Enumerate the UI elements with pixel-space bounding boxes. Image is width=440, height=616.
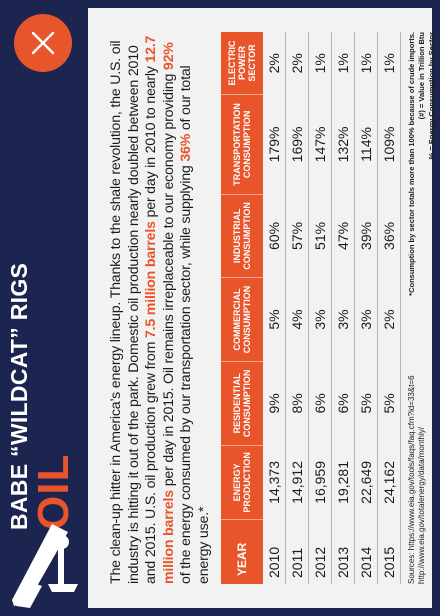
cell-residential: 8% [286, 362, 309, 446]
cell-transportation: 109% [378, 94, 401, 194]
cell-production: 16,959 [309, 445, 332, 519]
highlight-2015-barrels: 12.7 million barrels [143, 35, 177, 584]
header-electric-power: ELECTRIC POWER SECTOR [221, 32, 263, 94]
table-header-row [221, 32, 263, 584]
cell-commercial: 3% [355, 277, 378, 361]
cell-production: 14,912 [286, 445, 309, 519]
cell-residential: 5% [355, 362, 378, 446]
highlight-transport-share: 92% [160, 42, 177, 71]
table-row [332, 32, 355, 584]
oil-data-table [221, 32, 401, 584]
table-row [263, 32, 286, 584]
cell-transportation: 147% [309, 94, 332, 194]
cell-electric: 2% [286, 32, 309, 94]
legend-notes [407, 32, 437, 296]
cell-residential: 6% [332, 362, 355, 446]
cell-industrial: 36% [378, 194, 401, 277]
cell-electric: 1% [309, 32, 332, 94]
cell-commercial: 2% [378, 277, 401, 361]
info-card [88, 8, 436, 608]
note-imports: *Consumption by sector totals more than 100% because of crude imports. [407, 32, 416, 296]
cell-transportation: 132% [332, 94, 355, 194]
cell-production: 24,162 [378, 445, 401, 519]
cell-commercial: 3% [332, 277, 355, 361]
cell-production: 22,649 [355, 445, 378, 519]
oil-pump-jack-icon [8, 522, 80, 610]
cell-commercial: 5% [263, 277, 286, 361]
page-subtitle: OIL [29, 453, 78, 530]
header-transportation: TRANSPORTATION CONSUMPTION [221, 94, 263, 194]
cell-commercial: 3% [309, 277, 332, 361]
header-year: YEAR [221, 520, 263, 585]
cell-industrial: 57% [286, 194, 309, 277]
cell-year: 2012 [309, 520, 332, 585]
note-btu: (#) = Value in Trillion Btu [417, 32, 426, 120]
table-row [355, 32, 378, 584]
close-button[interactable] [14, 14, 72, 72]
cell-transportation: 169% [286, 94, 309, 194]
cell-transportation: 114% [355, 94, 378, 194]
cell-production: 14,373 [263, 445, 286, 519]
title-block [6, 230, 86, 530]
cell-year: 2011 [286, 520, 309, 585]
header-commercial: COMMERCIAL CONSUMPTION [221, 277, 263, 361]
source-link-2[interactable]: http://www.eia.gov/totalenergy/data/monthly/ [417, 427, 426, 584]
cell-electric: 2% [263, 32, 286, 94]
header-industrial: INDUSTRIAL CONSUMPTION [221, 194, 263, 277]
cell-residential: 5% [378, 362, 401, 446]
table-row [378, 32, 401, 584]
highlight-total-share: 36% [178, 133, 194, 162]
cell-year: 2015 [378, 520, 401, 585]
cell-residential: 6% [309, 362, 332, 446]
footnotes [407, 32, 437, 584]
cell-electric: 1% [378, 32, 401, 94]
cell-commercial: 4% [286, 277, 309, 361]
header-residential: RESIDENTIAL CONSUMPTION [221, 362, 263, 446]
header-energy-production: ENERGY PRODUCTION [221, 445, 263, 519]
cell-year: 2013 [332, 520, 355, 585]
cell-industrial: 51% [309, 194, 332, 277]
cell-electric: 1% [355, 32, 378, 94]
cell-industrial: 47% [332, 194, 355, 277]
page-title: BABE “WILDCAT” RIGS [6, 262, 32, 530]
cell-transportation: 179% [263, 94, 286, 194]
note-percent: % = Energy Consumption by Sector [427, 32, 436, 160]
intro-paragraph: The clean-up hitter in America’s energy lineup. Thanks to the shale revolution, the U.S. oil industry is hitting it out of the park. Domestic oil production nearly doubled between 2010 and 2015. U.S. oil production grew from 7.5 million barrels per day in 2010 to nearly 12.7 million barrels per day in 2015. Oil remains irreplaceable to our economy providing 92% of the energy consumed by our transportation sector, while supplying 36% of our total energy use.* [108, 35, 212, 584]
cell-industrial: 39% [355, 194, 378, 277]
source-link-1[interactable]: Sources: https://www.eia.gov/tools/faqs/faq.cfm?id=33&t=6 [407, 375, 416, 584]
table-row [309, 32, 332, 584]
cell-residential: 9% [263, 362, 286, 446]
table-row [286, 32, 309, 584]
cell-industrial: 60% [263, 194, 286, 277]
cell-year: 2010 [263, 520, 286, 585]
close-icon [30, 30, 56, 56]
cell-production: 19,281 [332, 445, 355, 519]
cell-electric: 1% [332, 32, 355, 94]
cell-year: 2014 [355, 520, 378, 585]
sources [407, 375, 437, 584]
highlight-2010-barrels: 7.5 million barrels [143, 221, 159, 339]
